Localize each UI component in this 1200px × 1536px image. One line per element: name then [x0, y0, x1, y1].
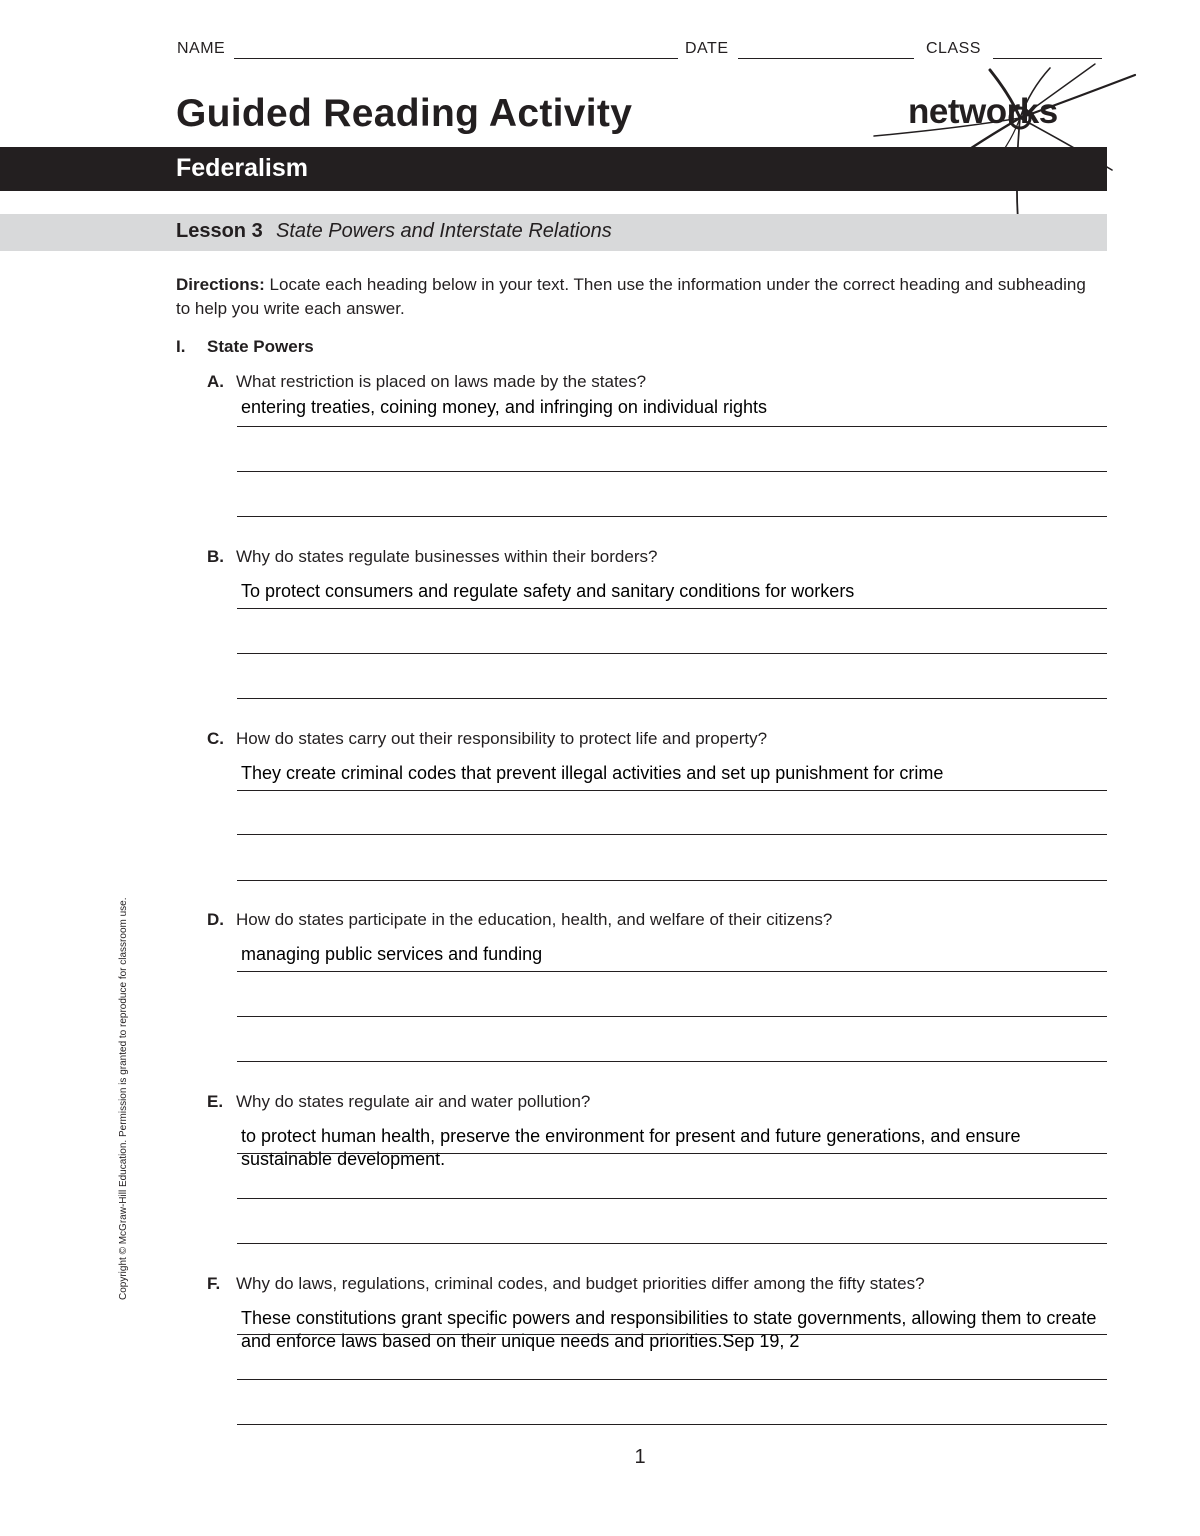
answer-line[interactable]	[237, 608, 1107, 609]
answer-line[interactable]	[237, 880, 1107, 881]
answer-line[interactable]	[237, 971, 1107, 972]
question-letter: C.	[207, 729, 224, 748]
answer-line[interactable]	[237, 834, 1107, 835]
answer-text[interactable]: entering treaties, coining money, and infringing on individual rights	[241, 397, 767, 417]
answer-text[interactable]: These constitutions grant specific powers and responsibilities to state governments, allowing them to create and enforce laws based on their unique needs and priorities.Sep 19, 2	[241, 1308, 1097, 1351]
name-label: NAME	[177, 40, 226, 57]
name-field[interactable]	[234, 58, 678, 59]
page-title: Guided Reading Activity	[176, 92, 633, 135]
answer-line[interactable]	[237, 471, 1107, 472]
question-text: Why do states regulate businesses within their borders?	[236, 547, 658, 566]
question-letter: A.	[207, 372, 224, 391]
answer-line[interactable]	[237, 698, 1107, 699]
answer-line[interactable]	[237, 1243, 1107, 1244]
lesson-title: State Powers and Interstate Relations	[276, 220, 612, 242]
directions	[176, 273, 1096, 321]
page-number: 1	[634, 1446, 646, 1468]
answer-line[interactable]	[237, 790, 1107, 791]
date-field[interactable]	[738, 58, 914, 59]
class-field[interactable]	[993, 58, 1102, 59]
section-title: State Powers	[207, 337, 314, 356]
question-letter: F.	[207, 1274, 221, 1293]
question-text: How do states carry out their responsibility to protect life and property?	[236, 729, 768, 748]
answer-line[interactable]	[237, 1061, 1107, 1062]
answer-text[interactable]: They create criminal codes that prevent illegal activities and set up punishment for crime	[241, 763, 944, 783]
question-text: How do states participate in the education, health, and welfare of their citizens?	[236, 910, 833, 929]
answer-line[interactable]	[237, 426, 1107, 427]
answer-text[interactable]: To protect consumers and regulate safety and sanitary conditions for workers	[241, 581, 855, 601]
answer-line[interactable]	[237, 1379, 1107, 1380]
directions-label: Directions:	[176, 275, 265, 294]
answer-line[interactable]	[237, 1198, 1107, 1199]
question-letter: B.	[207, 547, 224, 566]
question-text: Why do laws, regulations, criminal codes, and budget priorities differ among the fifty states?	[236, 1274, 925, 1293]
topic-bar	[0, 147, 1107, 191]
question-text: What restriction is placed on laws made by the states?	[236, 372, 647, 391]
answer-line[interactable]	[237, 1016, 1107, 1017]
class-label: CLASS	[926, 40, 981, 57]
answer-line[interactable]	[237, 653, 1107, 654]
brand-wordmark: networks	[908, 92, 1058, 131]
section-numeral: I.	[176, 337, 186, 356]
answer-line[interactable]	[237, 1334, 1107, 1335]
question-letter: D.	[207, 910, 224, 929]
copyright-notice: Copyright © McGraw-Hill Education. Permission is granted to reproduce for classroom use.	[118, 897, 129, 1300]
answer-text[interactable]: managing public services and funding	[241, 944, 543, 964]
lesson-number: Lesson 3	[176, 220, 263, 242]
date-label: DATE	[685, 40, 729, 57]
question-text: Why do states regulate air and water pollution?	[236, 1092, 591, 1111]
question-letter: E.	[207, 1092, 224, 1111]
topic-title: Federalism	[176, 154, 309, 182]
answer-line[interactable]	[237, 1424, 1107, 1425]
answer-text[interactable]: to protect human health, preserve the environment for present and future generations, and ensure sustainable development.	[241, 1126, 1021, 1169]
directions-text: Locate each heading below in your text. Then use the information under the correct heading and subheading to help you write each answer.	[176, 275, 1086, 318]
answer-line[interactable]	[237, 1153, 1107, 1154]
answer-line[interactable]	[237, 516, 1107, 517]
